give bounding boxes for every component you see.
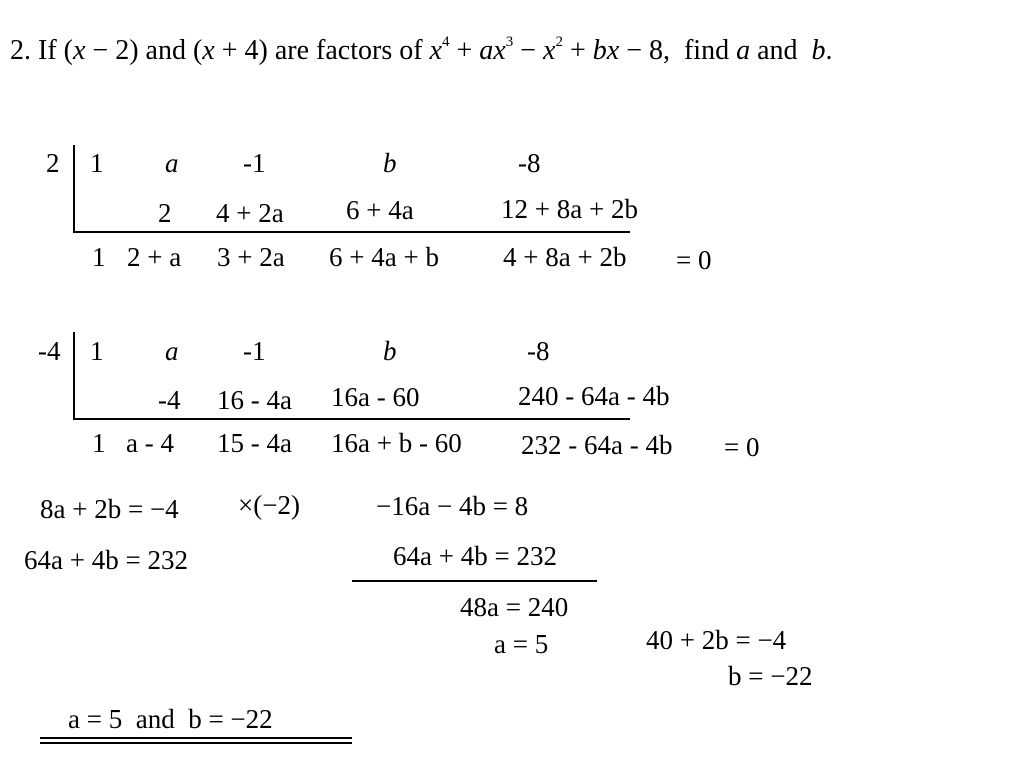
- problem-number: 2.: [10, 35, 31, 66]
- result: 1: [92, 428, 106, 458]
- division-bar: [73, 332, 75, 418]
- equation-2: 64a + 4b = 232: [24, 545, 188, 575]
- result: a - 4: [126, 428, 174, 458]
- problem-statement: 2. If (x − 2) and (x + 4) are factors of $x^4 + ax^3 - x^2$ + bx − 8, find a and b.: [10, 34, 833, 66]
- equation-1-scaled: −16a − 4b = 8: [376, 491, 529, 521]
- equation-2-copy: 64a + 4b = 232: [393, 541, 557, 571]
- product: 2: [158, 198, 172, 228]
- coefficient: -8: [527, 336, 550, 366]
- result: 4 + 8a + 2b: [503, 242, 627, 272]
- answer-underline-2: [40, 742, 352, 744]
- product: 16a - 60: [331, 382, 420, 412]
- coefficient: b: [383, 148, 397, 178]
- a-solution: a = 5: [494, 629, 549, 659]
- coefficient: -1: [243, 336, 266, 366]
- result: 15 - 4a: [217, 428, 292, 458]
- division-rule: [73, 418, 630, 420]
- substitution: 40 + 2b = −4: [646, 625, 787, 655]
- division-bar: [73, 145, 75, 231]
- product: 16 - 4a: [217, 385, 292, 415]
- product: 12 + 8a + 2b: [501, 194, 638, 224]
- remainder-equals: = 0: [724, 432, 760, 462]
- b-solution: b = −22: [728, 661, 813, 691]
- coefficient: -8: [518, 148, 541, 178]
- coefficient: 1: [90, 336, 104, 366]
- divisor: -4: [38, 336, 61, 366]
- divisor: 2: [46, 148, 60, 178]
- equation-1: 8a + 2b = −4: [40, 494, 179, 524]
- division-rule: [73, 231, 630, 233]
- result: 2 + a: [127, 242, 182, 272]
- coefficient: b: [383, 336, 397, 366]
- answer-underline-1: [40, 737, 352, 739]
- sum-rule: [352, 580, 597, 582]
- coefficient: a: [165, 336, 179, 366]
- multiplier: ×(−2): [238, 490, 300, 520]
- result: 3 + 2a: [217, 242, 285, 272]
- sum-equation: 48a = 240: [460, 592, 569, 622]
- product: 240 - 64a - 4b: [518, 381, 670, 411]
- product: 4 + 2a: [216, 198, 284, 228]
- product: 6 + 4a: [346, 195, 414, 225]
- coefficient: -1: [243, 148, 266, 178]
- coefficient: a: [165, 148, 179, 178]
- result: 1: [92, 242, 106, 272]
- result: 6 + 4a + b: [329, 242, 439, 272]
- result: 232 - 64a - 4b: [521, 430, 673, 460]
- final-answer: a = 5 and b = −22: [68, 704, 273, 734]
- result: 16a + b - 60: [331, 428, 462, 458]
- coefficient: 1: [90, 148, 104, 178]
- remainder-equals: = 0: [676, 245, 712, 275]
- product: -4: [158, 385, 181, 415]
